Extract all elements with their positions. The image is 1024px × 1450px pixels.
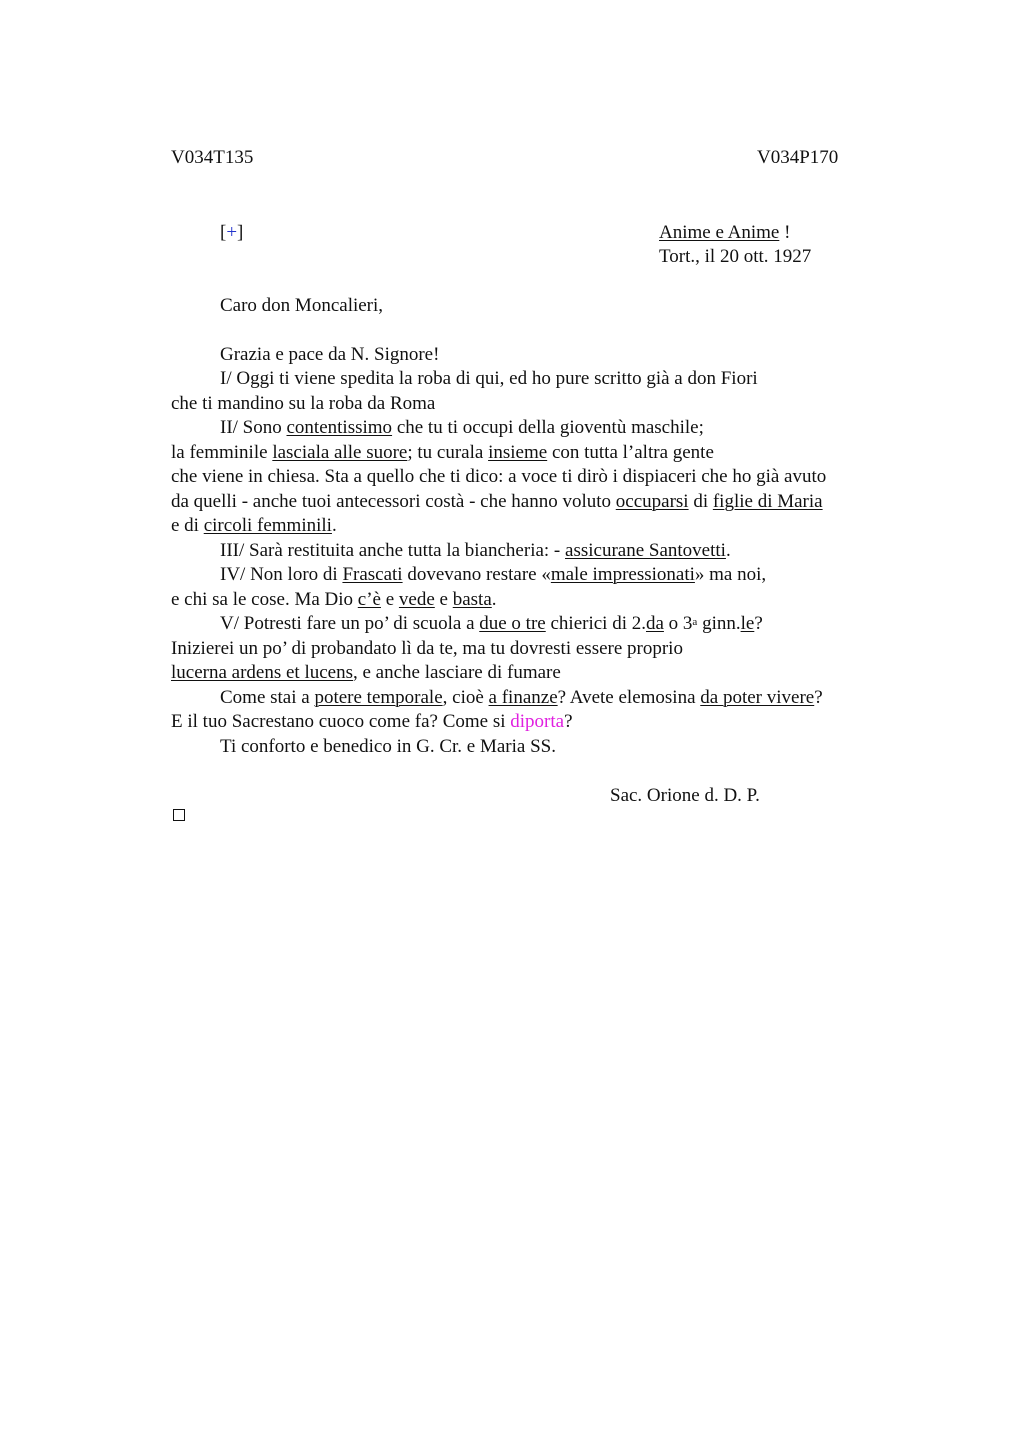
cross-close-bracket: ] bbox=[237, 222, 244, 243]
paragraph-2-line-2: la femminile lasciala alle suore; tu curala insieme con tutta l’altra gente bbox=[171, 441, 714, 463]
paragraph-6-line-1: Come stai a potere temporale, cioè a finanze? Avete elemosina da poter vivere? bbox=[220, 686, 823, 708]
paragraph-1-line-1: I/ Oggi ti viene spedita la roba di qui, ed ho pure scritto già a don Fiori bbox=[220, 368, 758, 389]
paragraph-5-line-3: lucerna ardens et lucens, e anche lasciare di fumare bbox=[171, 662, 561, 683]
letter-title bbox=[659, 221, 790, 245]
salutation: Caro don Moncalieri, bbox=[220, 295, 384, 316]
paragraph-4-line-1: IV/ Non loro di Frascati dovevano restare «male impressionati» ma noi, bbox=[220, 564, 767, 585]
cross-icon: + bbox=[226, 222, 238, 243]
highlighted-word: diporta bbox=[510, 711, 565, 732]
letter-body bbox=[171, 367, 891, 759]
paragraph-6-line-2: E il tuo Sacrestano cuoco come fa? Come si diporta? bbox=[171, 711, 573, 732]
cross-mark bbox=[220, 221, 243, 245]
document-code-left: V034T135 bbox=[171, 147, 254, 168]
paragraph-1-line-2: che ti mandino su la roba da Roma bbox=[171, 392, 436, 414]
paragraph-4-line-2: e chi sa le cose. Ma Dio c’è e vede e basta. bbox=[171, 588, 497, 610]
paragraph-5-line-2: Inizierei un po’ di probandato lì da te, ma tu dovresti essere proprio bbox=[171, 637, 683, 659]
square-box-icon bbox=[173, 809, 185, 821]
cross-open-bracket: [ bbox=[220, 222, 227, 243]
dateline: Tort., il 20 ott. 1927 bbox=[659, 246, 812, 267]
letter-title-text: Anime e Anime bbox=[659, 222, 780, 243]
paragraph-3-line-1: III/ Sarà restituita anche tutta la biancheria: - assicurane Santovetti. bbox=[220, 539, 731, 561]
paragraph-5-line-1: V/ Potresti fare un po’ di scuola a due o tre chierici di 2.da o 3$^a$ ginn.le? bbox=[220, 613, 763, 634]
paragraph-2-line-1: II/ Sono contentissimo che tu ti occupi della gioventù maschile; bbox=[220, 417, 704, 438]
document-code-right: V034P170 bbox=[757, 147, 839, 168]
signature: Sac. Orione d. D. P. bbox=[610, 785, 760, 806]
letter-title-punct: ! bbox=[779, 222, 791, 243]
paragraph-2-line-5: e di circoli femminili. bbox=[171, 515, 337, 536]
closing-line: Ti conforto e benedico in G. Cr. e Maria SS. bbox=[220, 735, 556, 757]
paragraph-2-line-3: che viene in chiesa. Sta a quello che ti dico: a voce ti dirò i dispiaceri che ho già avuto bbox=[171, 466, 827, 487]
paragraph-2-line-4: da quelli - anche tuoi antecessori costà - che hanno voluto occuparsi di figlie di Maria bbox=[171, 490, 823, 512]
greeting: Grazia e pace da N. Signore! bbox=[220, 344, 440, 365]
